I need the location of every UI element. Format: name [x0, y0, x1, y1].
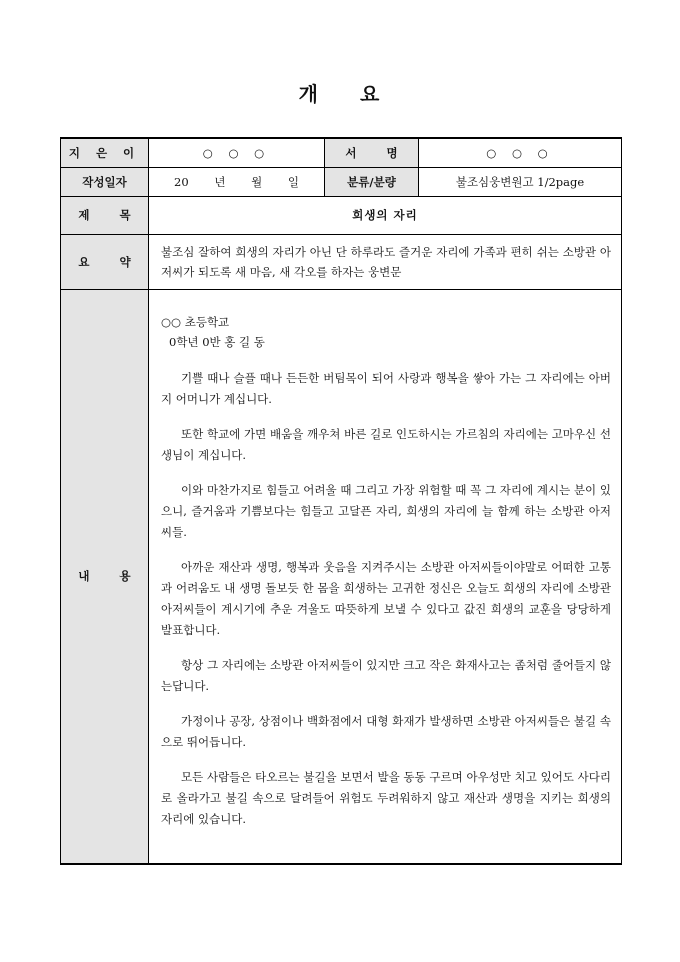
signature-label: 서 명: [345, 145, 398, 160]
subject-label-cell: [61, 196, 149, 234]
document-info-table: [60, 137, 622, 865]
school-name: ○○ 초등학교: [161, 314, 230, 329]
category-label-cell: [325, 167, 419, 196]
content-row: [61, 289, 622, 864]
content-paragraph-5: 항상 그 자리에는 소방관 아저씨들이 있지만 크고 작은 화재사고는 좀처럼 줄어들지 않는답니다.: [161, 657, 611, 693]
signature-label-cell: [325, 138, 419, 167]
author-value-cell: [149, 138, 325, 167]
subject-value: 희생의 자리: [352, 208, 418, 222]
summary-value: 불조심 잘하여 희생의 자리가 아닌 단 하루라도 즐거운 자리에 가족과 편히 쉬는 소방관 아저씨가 되도록 새 마음, 새 각오를 하자는 웅변문: [161, 244, 611, 279]
author-info: [161, 312, 611, 352]
content-paragraph-1: 기쁠 때나 슬플 때나 든든한 버팀목이 되어 사랑과 행복을 쌓아 가는 그 자리에는 아버지 어머니가 계십니다.: [161, 370, 611, 406]
date-row: [61, 167, 622, 196]
summary-value-cell: [149, 234, 622, 289]
category-value-cell: [419, 167, 622, 196]
student-name: 0학년 0반 홍 길 동: [169, 334, 265, 349]
content-paragraph-6: 가정이나 공장, 상점이나 백화점에서 대형 화재가 발생하면 소방관 아저씨들은 불길 속으로 뛰어듭니다.: [161, 713, 611, 749]
page-title-char-2: 요: [360, 82, 382, 106]
author-label-cell: [61, 138, 149, 167]
date-label: 작성일자: [82, 174, 127, 189]
category-value: 불조심웅변원고 1/2page: [455, 174, 585, 189]
subject-row: [61, 196, 622, 234]
page-title-char-1: 개: [298, 82, 320, 106]
date-label-cell: [61, 167, 149, 196]
subject-label: 제 목: [78, 208, 131, 222]
summary-row: [61, 234, 622, 289]
page-title: [0, 78, 680, 107]
author-label: 지 은 이: [68, 145, 141, 160]
author-row: [61, 138, 622, 167]
content-paragraph-2: 또한 학교에 가면 배움을 깨우쳐 바른 길로 인도하시는 가르침의 자리에는 고마우신 선생님이 계십니다.: [161, 426, 611, 462]
date-value: 20 년 월 일: [174, 174, 299, 189]
subject-value-cell: [149, 196, 622, 234]
signature-value-cell: [419, 138, 622, 167]
content-paragraph-7: 모든 사람들은 타오르는 불길을 보면서 발을 동동 구르며 아우성만 치고 있어도 사다리로 올라가고 불길 속으로 달려들어 위험도 두려워하지 않고 재산과 생명을 지키는 희생의 자리에 있습니다.: [161, 769, 611, 826]
summary-label-cell: [61, 234, 149, 289]
content-label-cell: [61, 289, 149, 864]
signature-value: ○ ○ ○: [486, 145, 554, 160]
content-paragraph-3: 이와 마찬가지로 힘들고 어려울 때 그리고 가장 위험할 때 꼭 그 자리에 계시는 분이 있으니, 즐거움과 기쁨보다는 힘들고 고달픈 자리, 희생의 자리에 늘 함께 하는 소방관 아저씨들.: [161, 482, 611, 539]
content-label: 내 용: [78, 569, 131, 584]
author-value: ○ ○ ○: [202, 145, 271, 160]
summary-label: 요 약: [78, 254, 131, 269]
content-body-cell: [149, 289, 622, 864]
content-paragraph-4: 아까운 재산과 생명, 행복과 웃음을 지켜주시는 소방관 아저씨들이야말로 어떠한 고통과 어려움도 내 생명 돌보듯 한 몸을 희생하는 고귀한 정신은 오늘도 희생의 자리에 소방관 아저씨들이 계시기에 추운 겨울도 따뜻하게 보낼 수 있다고 값진 희생의 교훈을 당당하게 발표합니다.: [161, 559, 611, 637]
category-label: 분류/분량: [347, 174, 396, 189]
date-value-cell: [149, 167, 325, 196]
